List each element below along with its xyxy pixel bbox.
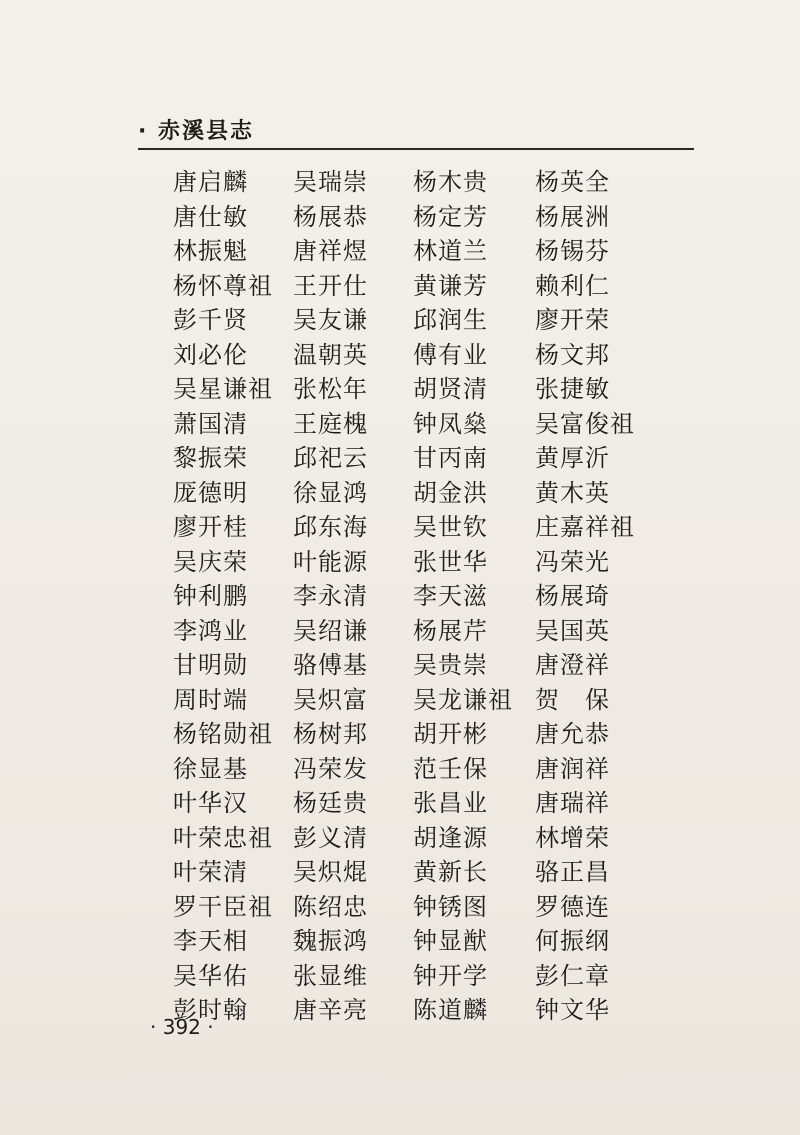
name-row bbox=[173, 441, 693, 476]
person-name: 唐瑞祥 bbox=[535, 789, 610, 817]
person-name: 胡开彬 bbox=[413, 720, 488, 748]
person-name: 李天相 bbox=[173, 927, 248, 955]
person-name: 吴富俊祖 bbox=[535, 409, 635, 438]
person-name: 唐仕敏 bbox=[173, 202, 248, 231]
name-row bbox=[173, 821, 693, 856]
person-name: 唐祥煜 bbox=[293, 237, 368, 265]
person-name: 王庭槐 bbox=[293, 409, 368, 438]
person-name: 吴龙谦祖 bbox=[413, 685, 513, 714]
person-name: 钟锈图 bbox=[413, 892, 488, 921]
name-row bbox=[173, 752, 693, 787]
name-row bbox=[173, 476, 693, 511]
name-row bbox=[173, 924, 693, 959]
person-name: 吴世钦 bbox=[413, 513, 488, 541]
name-row bbox=[173, 372, 693, 407]
name-list bbox=[173, 165, 693, 1028]
name-row bbox=[173, 683, 693, 718]
name-row bbox=[173, 855, 693, 890]
person-name: 吴瑞崇 bbox=[293, 168, 368, 196]
person-name: 张昌业 bbox=[413, 789, 488, 817]
person-name: 庄嘉祥祖 bbox=[535, 513, 635, 541]
person-name: 杨木贵 bbox=[413, 168, 488, 196]
name-row bbox=[173, 269, 693, 304]
person-name: 杨展芹 bbox=[413, 616, 488, 645]
person-name: 廖开桂 bbox=[173, 513, 248, 541]
person-name: 张捷敏 bbox=[535, 375, 610, 403]
person-name: 廖开荣 bbox=[535, 306, 610, 334]
person-name: 吴绍谦 bbox=[293, 616, 368, 645]
person-name: 吴友谦 bbox=[293, 306, 368, 334]
person-name: 邱东海 bbox=[293, 513, 368, 541]
person-name: 徐显鸿 bbox=[293, 478, 368, 507]
name-row bbox=[173, 786, 693, 821]
name-row bbox=[173, 407, 693, 442]
person-name: 钟利鹏 bbox=[173, 582, 248, 610]
person-name: 杨展洲 bbox=[535, 202, 610, 231]
name-row bbox=[173, 993, 693, 1028]
person-name: 陈道麟 bbox=[413, 996, 488, 1024]
person-name: 黄新长 bbox=[413, 858, 488, 886]
person-name: 骆傅基 bbox=[293, 651, 368, 679]
person-name: 冯荣光 bbox=[535, 547, 610, 576]
person-name: 李永清 bbox=[293, 582, 368, 610]
person-name: 黄谦芳 bbox=[413, 271, 488, 300]
person-name: 杨文邦 bbox=[535, 340, 610, 369]
person-name: 张显维 bbox=[293, 961, 368, 990]
person-name: 杨锡芬 bbox=[535, 237, 610, 265]
person-name: 陈绍忠 bbox=[293, 892, 368, 921]
name-row bbox=[173, 890, 693, 925]
name-row bbox=[173, 303, 693, 338]
person-name: 唐澄祥 bbox=[535, 651, 610, 679]
person-name: 彭义清 bbox=[293, 823, 368, 852]
name-row bbox=[173, 959, 693, 994]
person-name: 杨展琦 bbox=[535, 582, 610, 610]
name-row bbox=[173, 579, 693, 614]
person-name: 吴庆荣 bbox=[173, 547, 248, 576]
person-name: 徐显基 bbox=[173, 754, 248, 783]
person-name: 林增荣 bbox=[535, 823, 610, 852]
person-name: 唐辛亮 bbox=[293, 996, 368, 1024]
name-row bbox=[173, 338, 693, 373]
person-name: 吴贵崇 bbox=[413, 651, 488, 679]
name-row bbox=[173, 165, 693, 200]
person-name: 何振纲 bbox=[535, 927, 610, 955]
person-name: 林振魁 bbox=[173, 237, 248, 265]
person-name: 冯荣发 bbox=[293, 754, 368, 783]
name-row bbox=[173, 510, 693, 545]
person-name: 温朝英 bbox=[293, 340, 368, 369]
person-name: 钟文华 bbox=[535, 996, 610, 1024]
person-name: 吴星谦祖 bbox=[173, 375, 273, 403]
person-name: 杨铭勋祖 bbox=[173, 720, 273, 748]
person-name: 黄厚沂 bbox=[535, 444, 610, 472]
person-name: 黎振荣 bbox=[173, 444, 248, 472]
book-title: · 赤溪县志 bbox=[138, 119, 255, 144]
person-name: 王开仕 bbox=[293, 271, 368, 300]
person-name: 林道兰 bbox=[413, 237, 488, 265]
person-name: 甘丙南 bbox=[413, 444, 488, 472]
person-name: 赖利仁 bbox=[535, 271, 610, 300]
person-name: 魏振鸿 bbox=[293, 927, 368, 955]
person-name: 傅有业 bbox=[413, 340, 488, 369]
person-name: 李天滋 bbox=[413, 582, 488, 610]
running-header bbox=[138, 118, 698, 148]
person-name: 贺 保 bbox=[535, 685, 610, 714]
person-name: 钟凤燊 bbox=[413, 409, 488, 438]
name-row bbox=[173, 545, 693, 580]
name-row bbox=[173, 200, 693, 235]
person-name: 钟开学 bbox=[413, 961, 488, 990]
person-name: 胡贤清 bbox=[413, 375, 488, 403]
person-name: 张世华 bbox=[413, 547, 488, 576]
person-name: 吴炽富 bbox=[293, 685, 368, 714]
person-name: 叶荣忠祖 bbox=[173, 823, 273, 852]
person-name: 周时端 bbox=[173, 685, 248, 714]
person-name: 杨廷贵 bbox=[293, 789, 368, 817]
person-name: 厐德明 bbox=[173, 478, 248, 507]
header-rule bbox=[138, 148, 694, 150]
name-row bbox=[173, 717, 693, 752]
person-name: 彭仁章 bbox=[535, 961, 610, 990]
page-number: · 392 · bbox=[150, 1015, 214, 1039]
person-name: 叶荣清 bbox=[173, 858, 248, 886]
person-name: 甘明勋 bbox=[173, 651, 248, 679]
person-name: 胡逢源 bbox=[413, 823, 488, 852]
person-name: 刘必伦 bbox=[173, 340, 248, 369]
person-name: 杨怀尊祖 bbox=[173, 271, 273, 300]
person-name: 邱润生 bbox=[413, 306, 488, 334]
name-row bbox=[173, 648, 693, 683]
person-name: 胡金洪 bbox=[413, 478, 488, 507]
person-name: 杨树邦 bbox=[293, 720, 368, 748]
person-name: 黄木英 bbox=[535, 478, 610, 507]
person-name: 叶华汉 bbox=[173, 789, 248, 817]
person-name: 杨展恭 bbox=[293, 202, 368, 231]
person-name: 李鸿业 bbox=[173, 616, 248, 645]
person-name: 骆正昌 bbox=[535, 858, 610, 886]
person-name: 彭千贤 bbox=[173, 306, 248, 334]
person-name: 唐允恭 bbox=[535, 720, 610, 748]
person-name: 吴国英 bbox=[535, 616, 610, 645]
name-row bbox=[173, 234, 693, 269]
person-name: 罗德连 bbox=[535, 892, 610, 921]
person-name: 叶能源 bbox=[293, 547, 368, 576]
person-name: 彭时翰 bbox=[173, 996, 248, 1024]
person-name: 罗干臣祖 bbox=[173, 892, 273, 921]
name-row bbox=[173, 614, 693, 649]
person-name: 吴炽焜 bbox=[293, 858, 368, 886]
person-name: 杨英全 bbox=[535, 168, 610, 196]
person-name: 杨定芳 bbox=[413, 202, 488, 231]
person-name: 范壬保 bbox=[413, 754, 488, 783]
person-name: 邱祀云 bbox=[293, 444, 368, 472]
person-name: 萧国清 bbox=[173, 409, 248, 438]
person-name: 唐润祥 bbox=[535, 754, 610, 783]
person-name: 唐启麟 bbox=[173, 168, 248, 196]
person-name: 钟显猷 bbox=[413, 927, 488, 955]
person-name: 吴华佑 bbox=[173, 961, 248, 990]
person-name: 张松年 bbox=[293, 375, 368, 403]
